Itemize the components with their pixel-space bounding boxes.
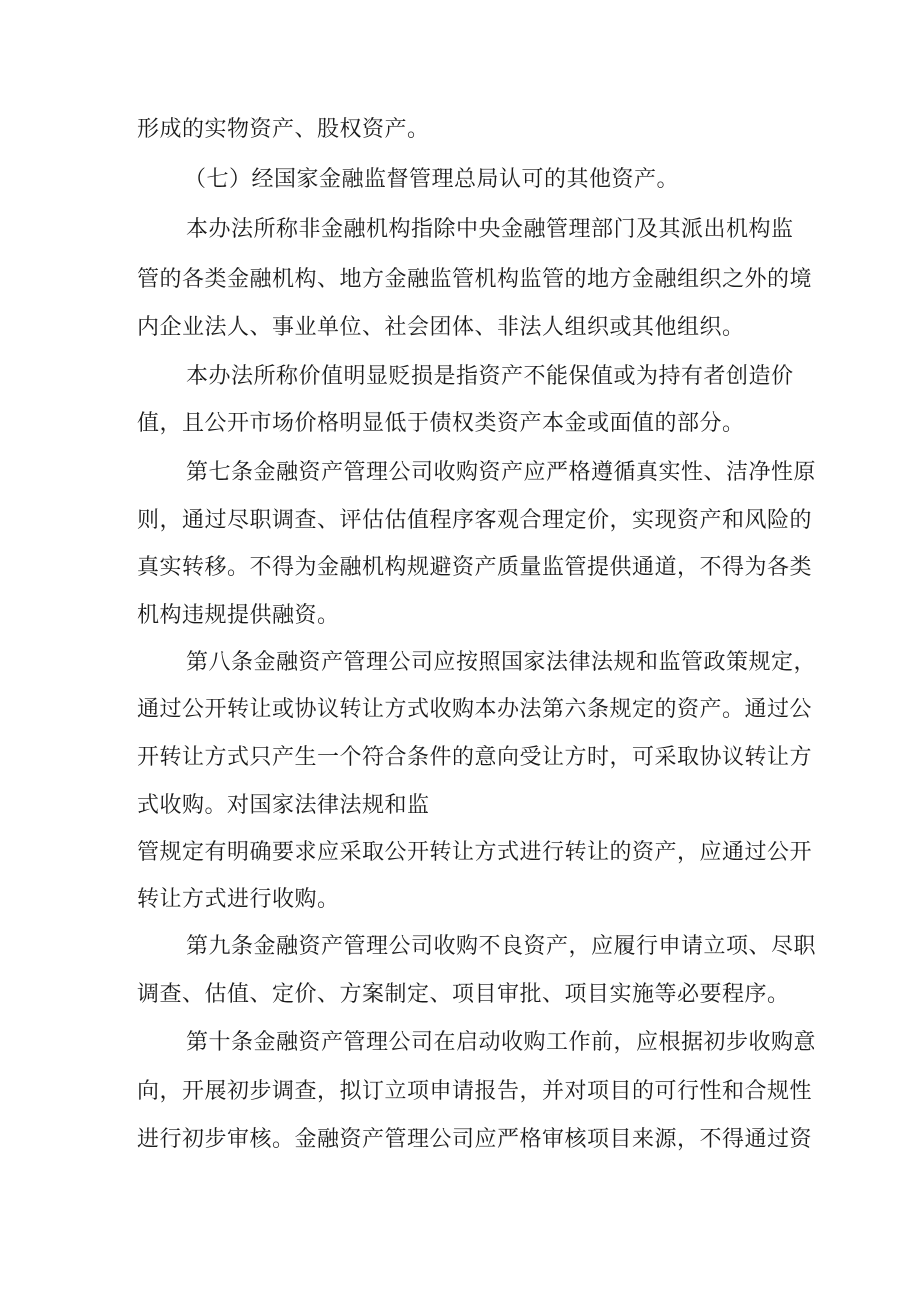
text-line-5: 内企业法人、事业单位、社会团体、非法人组织或其他组织。	[137, 315, 745, 340]
text-line-8: 第七条金融资产管理公司收购资产应严格遵循真实性、洁净性原	[186, 460, 817, 485]
text-line-14: 开转让方式只产生一个符合条件的意向受让方时，可采取协议转让方	[137, 745, 813, 770]
text-line-18: 第九条金融资产管理公司收购不良资产，应履行申请立项、尽职	[186, 934, 817, 959]
text-line-12: 第八条金融资产管理公司应按照国家法律法规和监管政策规定，	[186, 650, 817, 675]
text-line-7: 值，且公开市场价格明显低于债权类资产本金或面值的部分。	[137, 411, 745, 436]
text-line-6: 本办法所称价值明显贬损是指资产不能保值或为持有者创造价	[186, 364, 794, 389]
text-line-17: 转让方式进行收购。	[137, 887, 340, 912]
text-line-21: 向，开展初步调查，拟订立项申请报告，并对项目的可行性和合规性	[137, 1079, 813, 1104]
text-line-4: 管的各类金融机构、地方金融监管机构监管的地方金融组织之外的境	[137, 267, 813, 292]
text-line-22: 进行初步审核。金融资产管理公司应严格审核项目来源，不得通过资	[137, 1127, 813, 1152]
text-line-15: 式收购。对国家法律法规和监	[137, 793, 430, 818]
text-line-2: （七）经国家金融监督管理总局认可的其他资产。	[184, 167, 680, 192]
text-line-13: 通过公开转让或协议转让方式收购本办法第六条规定的资产。通过公	[137, 697, 813, 722]
text-line-9: 则，通过尽职调查、评估估值程序客观合理定价，实现资产和风险的	[137, 508, 813, 533]
text-line-3: 本办法所称非金融机构指除中央金融管理部门及其派出机构监	[186, 217, 794, 242]
text-line-19: 调查、估值、定价、方案制定、项目审批、项目实施等必要程序。	[137, 982, 790, 1007]
text-line-10: 真实转移。不得为金融机构规避资产质量监管提供通道，不得为各类	[137, 555, 813, 580]
text-line-20: 第十条金融资产管理公司在启动收购工作前，应根据初步收购意	[186, 1030, 817, 1055]
text-line-16: 管规定有明确要求应采取公开转让方式进行转让的资产，应通过公开	[137, 840, 813, 865]
text-line-1: 形成的实物资产、股权资产。	[137, 117, 430, 142]
text-line-11: 机构违规提供融资。	[137, 603, 340, 628]
